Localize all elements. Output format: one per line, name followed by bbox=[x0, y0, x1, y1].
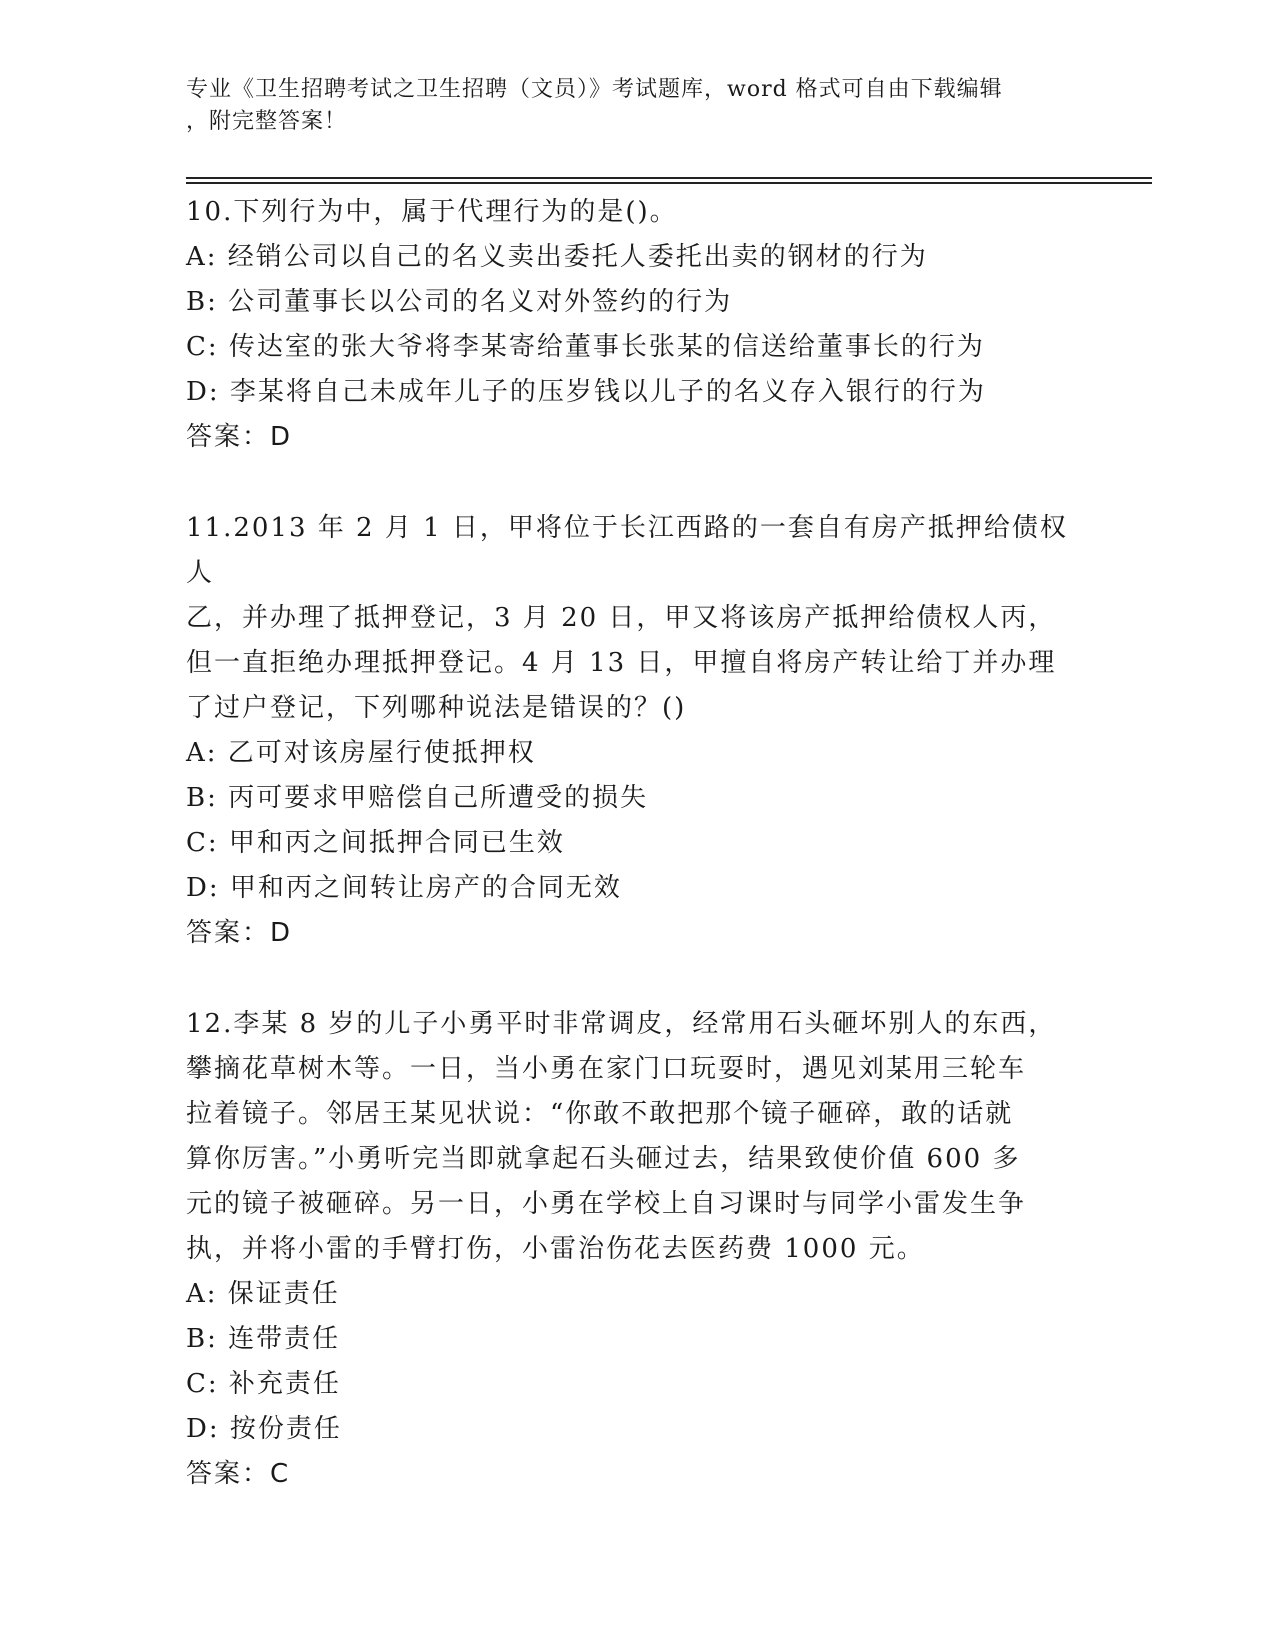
option-d: D: 按份责任 bbox=[186, 1414, 342, 1444]
option-d: D: 李某将自己未成年儿子的压岁钱以儿子的名义存入银行的行为 bbox=[186, 377, 986, 407]
option-b: B: 丙可要求甲赔偿自己所遭受的损失 bbox=[186, 783, 649, 813]
question-stem-line: 但一直拒绝办理抵押登记。4 月 13 日，甲擅自将房产转让给丁并办理 bbox=[186, 648, 1057, 678]
header-line-2: ，附完整答案！ bbox=[186, 109, 348, 134]
question-stem-line: 12.李某 8 岁的儿子小勇平时非常调皮，经常用石头砸坏别人的东西， bbox=[186, 1009, 1057, 1039]
header-rule-top bbox=[186, 177, 1152, 179]
question-stem-line: 了过户登记，下列哪种说法是错误的？() bbox=[186, 693, 687, 723]
question-stem-line: 攀摘花草树木等。一日，当小勇在家门口玩耍时，遇见刘某用三轮车 bbox=[186, 1054, 1027, 1084]
option-a: A: 保证责任 bbox=[186, 1279, 340, 1309]
question-stem-line: 11.2013 年 2 月 1 日，甲将位于长江西路的一套自有房产抵押给债权人 bbox=[186, 513, 1068, 588]
question-stem-line: 10.下列行为中，属于代理行为的是()。 bbox=[186, 197, 678, 227]
question-stem-line: 元的镜子被砸碎。另一日，小勇在学校上自习课时与同学小雷发生争 bbox=[186, 1189, 1027, 1219]
question-12 bbox=[186, 1002, 1076, 1497]
answer: 答案：D bbox=[186, 918, 293, 948]
question-stem-line: 拉着镜子。邻居王某见状说：“你敢不敢把那个镜子砸碎，敢的话就 bbox=[186, 1099, 1014, 1129]
option-d: D: 甲和丙之间转让房产的合同无效 bbox=[186, 873, 622, 903]
question-11 bbox=[186, 506, 1076, 956]
option-c: C: 甲和丙之间抵押合同已生效 bbox=[186, 828, 565, 858]
option-c: C: 补充责任 bbox=[186, 1369, 341, 1399]
document-header bbox=[186, 74, 1066, 138]
header-line-1: 专业《卫生招聘考试之卫生招聘（文员）》考试题库，word 格式可自由下载编辑 bbox=[186, 77, 1003, 102]
question-stem-line: 算你厉害。”小勇听完当即就拿起石头砸过去，结果致使价值 600 多 bbox=[186, 1144, 1021, 1174]
option-a: A: 经销公司以自己的名义卖出委托人委托出卖的钢材的行为 bbox=[186, 242, 928, 272]
option-b: B: 公司董事长以公司的名义对外签约的行为 bbox=[186, 287, 733, 317]
question-stem-line: 乙，并办理了抵押登记，3 月 20 日，甲又将该房产抵押给债权人丙， bbox=[186, 603, 1057, 633]
question-list bbox=[186, 190, 1076, 1543]
question-stem-line: 执，并将小雷的手臂打伤，小雷治伤花去医药费 1000 元。 bbox=[186, 1234, 925, 1264]
header-rule-bottom bbox=[186, 182, 1152, 184]
answer: 答案：C bbox=[186, 1459, 291, 1489]
option-b: B: 连带责任 bbox=[186, 1324, 341, 1354]
answer: 答案：D bbox=[186, 422, 293, 452]
option-a: A: 乙可对该房屋行使抵押权 bbox=[186, 738, 536, 768]
option-c: C: 传达室的张大爷将李某寄给董事长张某的信送给董事长的行为 bbox=[186, 332, 985, 362]
question-10 bbox=[186, 190, 1076, 460]
